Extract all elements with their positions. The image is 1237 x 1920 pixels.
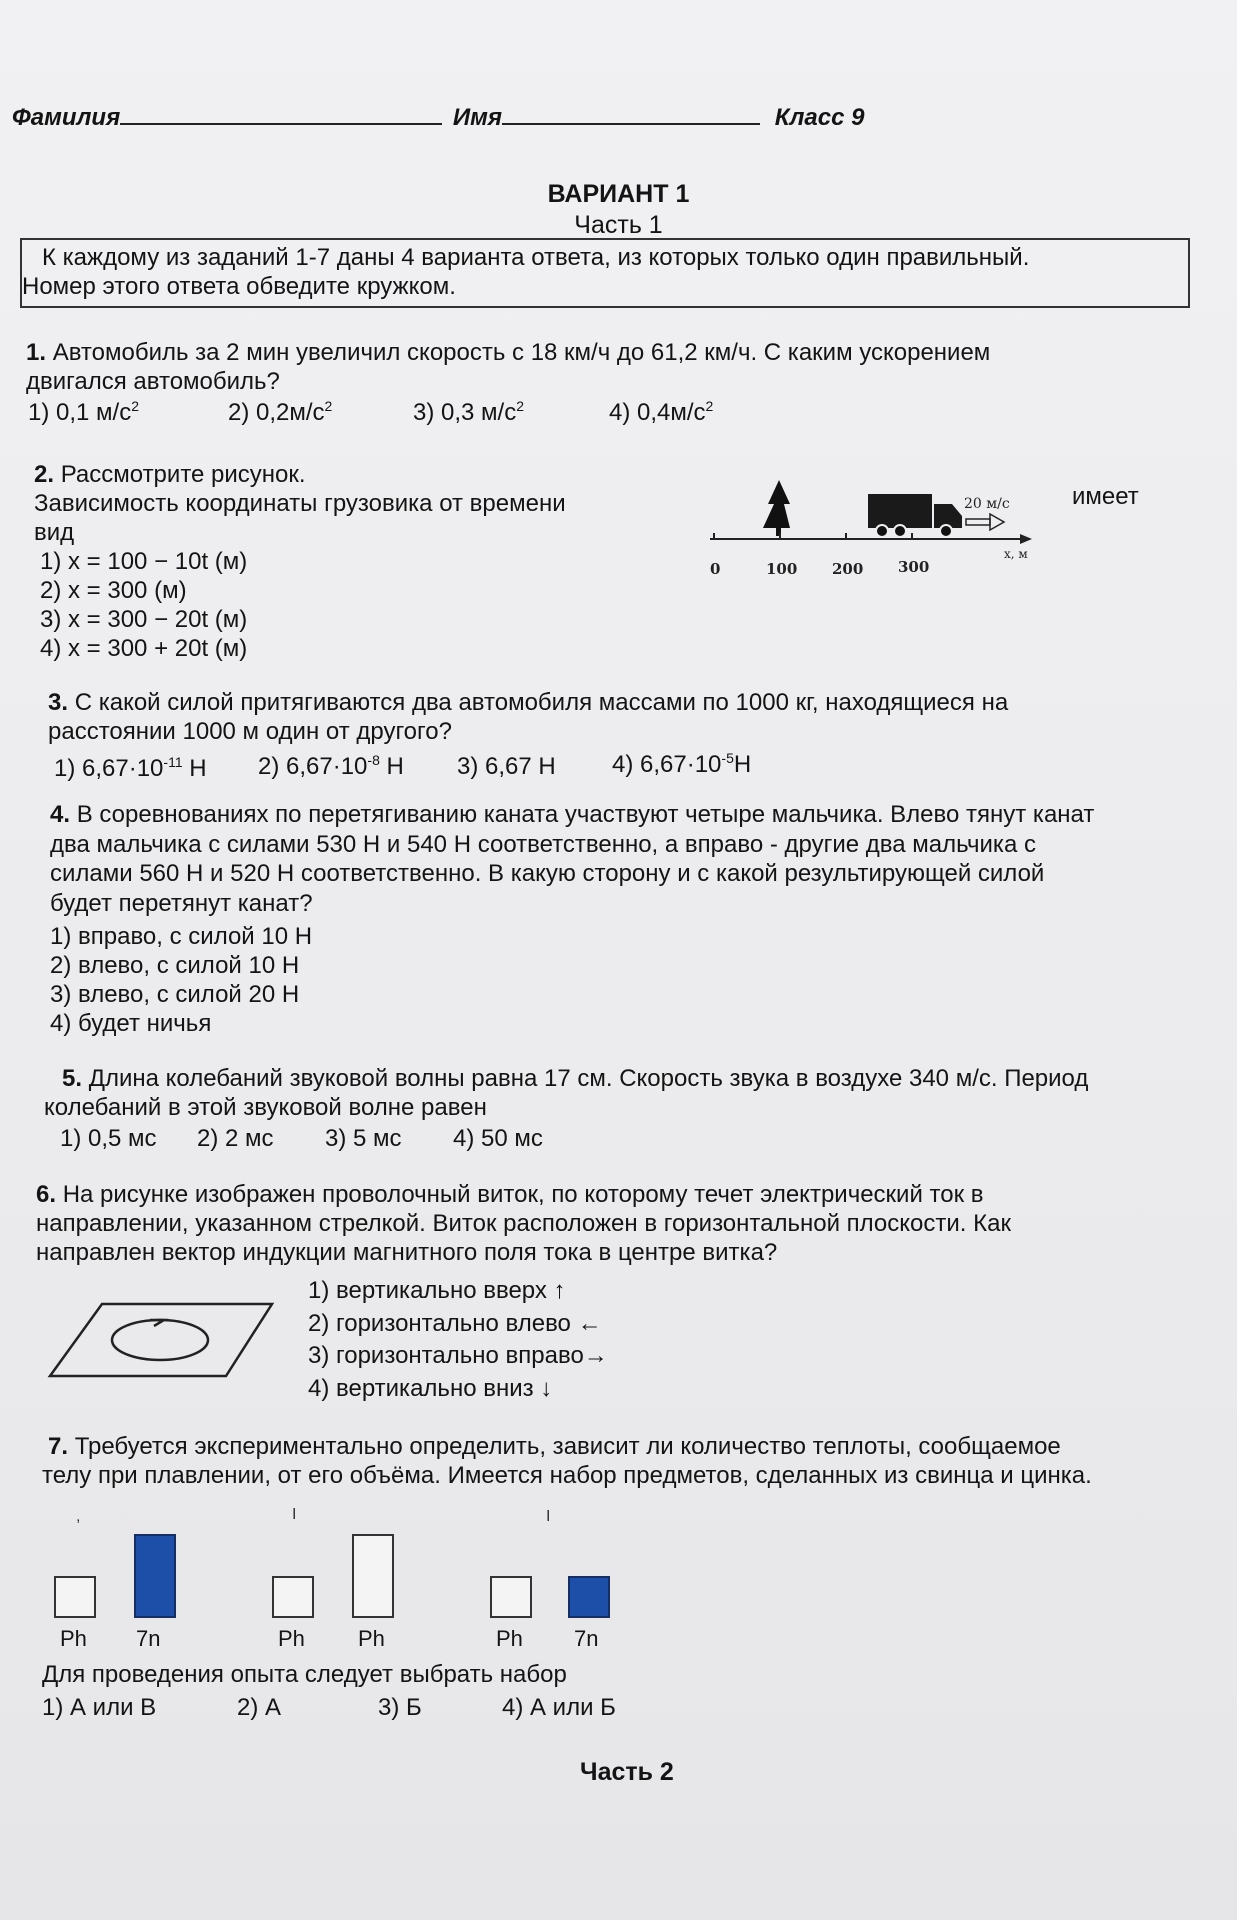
q7-number: 7.	[48, 1433, 69, 1460]
velocity-arrow	[966, 514, 1004, 530]
q2-option-2[interactable]: 2) x = 300 (м)	[40, 577, 187, 604]
q4-option-1[interactable]: 1) вправо, с силой 10 Н	[50, 923, 313, 950]
q5-option-1[interactable]: 1) 0,5 мс	[60, 1125, 157, 1152]
q1-line1: Автомобиль за 2 мин увеличил скорость с 18 км/ч до 61,2 км/ч. С каким ускорением	[52, 339, 991, 366]
q5-line2: колебаний в этой звуковой волне равен	[44, 1094, 487, 1121]
wire-loop	[112, 1320, 208, 1360]
label-lead-v: Ph	[496, 1626, 523, 1651]
q6-line3: направлен вектор индукции магнитного поля тока в центре витка?	[36, 1239, 778, 1266]
set-b-marker: I	[292, 1506, 297, 1523]
q4-line4: будет перетянут канат?	[50, 889, 313, 917]
instruction-line2: Номер этого ответа обведите кружком.	[22, 273, 456, 300]
q1-option-2[interactable]: 2) $0,2м/с^2$	[228, 398, 333, 426]
question-3	[48, 688, 1008, 746]
lead-cube-small-b	[272, 1576, 314, 1618]
q2-option-1[interactable]: 1) x = 100 − 10t (м)	[40, 548, 248, 575]
q1-line2: двигался автомобиль?	[26, 368, 280, 395]
surname-label: Фамилия	[12, 104, 121, 131]
q6-number: 6.	[36, 1181, 57, 1208]
q2-line2-end: имеет	[1072, 483, 1139, 510]
q7-option-4[interactable]: 4) А или Б	[502, 1694, 616, 1721]
set-a-marker: ,	[76, 1508, 81, 1525]
q6-option-1[interactable]: 1) вертикально вверх ↑	[308, 1277, 566, 1304]
q7-line1: Требуется экспериментально определить, зависит ли количество теплоты, сообщаемое	[74, 1433, 1061, 1460]
q6-line1: На рисунке изображен проволочный виток, по которому течет электрический ток в	[62, 1181, 984, 1208]
q5-option-2[interactable]: 2) 2 мс	[197, 1125, 274, 1152]
question-5	[44, 1064, 1088, 1122]
question-6	[36, 1180, 1011, 1267]
q6-line2: направлении, указанном стрелкой. Виток расположен в горизонтальной плоскости. Как	[36, 1210, 1011, 1237]
tick-0: 0	[710, 560, 721, 578]
tree-icon	[763, 480, 790, 528]
q6-options	[308, 1275, 608, 1405]
q4-option-3[interactable]: 3) влево, с силой 20 Н	[50, 981, 300, 1008]
truck-figure	[700, 470, 1040, 590]
name-field-line	[502, 123, 760, 125]
q6-option-2[interactable]: 2) горизонтально влево ←	[308, 1309, 602, 1337]
instruction-line1: К каждому из заданий 1-7 даны 4 варианта ответа, из которых только один правильный.	[42, 244, 1030, 271]
q3-option-3[interactable]: 3) 6,67 Н	[457, 753, 556, 780]
class-label: Класс 9	[774, 104, 865, 131]
label-lead-b1: Ph	[278, 1626, 305, 1651]
q2-line2: Зависимость координаты грузовика от времени	[34, 490, 566, 517]
q5-line1: Длина колебаний звуковой волны равна 17 см. Скорость звука в воздухе 340 м/с. Период	[88, 1065, 1089, 1092]
q1-option-1[interactable]: 1) 0,1 $м/с^2$	[28, 398, 140, 426]
q7-option-1[interactable]: 1) А или В	[42, 1694, 157, 1721]
wire-loop-figure	[46, 1298, 286, 1382]
header-line	[12, 104, 864, 132]
q4-line2: два мальчика с силами 530 Н и 540 Н соответственно, а вправо - другие два мальчика с	[50, 830, 1036, 858]
current-arrow-icon	[150, 1320, 164, 1326]
label-zinc-a: 7n	[136, 1626, 161, 1651]
q7-line2: телу при плавлении, от его объёма. Имеется набор предметов, сделанных из свинца и цинка.	[42, 1462, 1092, 1489]
q4-option-4[interactable]: 4) будет ничья	[50, 1010, 212, 1037]
q4-options	[50, 922, 312, 1038]
tick-300: 300	[898, 558, 930, 576]
q6-option-4[interactable]: 4) вертикально вниз ↓	[308, 1374, 553, 1402]
q2-option-4[interactable]: 4) x = 300 + 20t (м)	[40, 635, 248, 662]
q2-line3: вид	[34, 519, 75, 546]
label-zinc-v: 7n	[574, 1626, 599, 1651]
q1-number: 1.	[26, 339, 47, 366]
lead-cube-small-a	[54, 1576, 96, 1618]
speed-label: 20 м/с	[964, 496, 1010, 512]
q3-option-4[interactable]: 4) $6,67\cdot 10^{-5}Н$	[612, 750, 752, 778]
q5-option-3[interactable]: 3) 5 мс	[325, 1125, 402, 1152]
q2-option-3[interactable]: 3) x = 300 − 20t (м)	[40, 606, 248, 633]
q4-number: 4.	[50, 801, 71, 828]
zinc-cube-v	[568, 1576, 610, 1618]
zinc-bar-a	[134, 1534, 176, 1618]
q2-number: 2.	[34, 461, 55, 488]
q1-option-4[interactable]: 4) $0,4м/с^2$	[609, 398, 714, 426]
question-4	[50, 800, 1094, 918]
part-title: Часть 1	[574, 211, 663, 239]
q7-option-3[interactable]: 3) Б	[378, 1694, 422, 1721]
question-7	[42, 1432, 1092, 1490]
q7-option-2[interactable]: 2) А	[237, 1694, 282, 1721]
q5-option-4[interactable]: 4) 50 мс	[453, 1125, 543, 1152]
q4-line1: В соревнованиях по перетягиванию каната участвуют четыре мальчика. Влево тянут канат	[76, 801, 1095, 828]
label-lead-b2: Ph	[358, 1626, 385, 1651]
q3-line1: С какой силой притягиваются два автомобиля массами по 1000 кг, находящиеся на	[74, 689, 1009, 716]
question-2	[34, 460, 566, 663]
variant-title: ВАРИАНТ 1	[547, 180, 690, 208]
q4-option-2[interactable]: 2) влево, с силой 10 Н	[50, 952, 300, 979]
q4-line3: силами 560 Н и 520 Н соответственно. В какую сторону и с какой результирующей силой	[50, 860, 1045, 887]
name-label: Имя	[452, 104, 503, 131]
q1-option-3[interactable]: 3) 0,3 $м/с^2$	[413, 398, 525, 426]
lead-bar-b	[352, 1534, 394, 1618]
truck-icon	[868, 494, 962, 537]
q7-line3: Для проведения опыта следует выбрать набор	[42, 1661, 567, 1688]
part-2-title: Часть 2	[580, 1758, 674, 1786]
horizontal-plane	[50, 1304, 272, 1376]
label-lead-a: Ph	[60, 1626, 87, 1651]
q6-option-3[interactable]: 3) горизонтально вправо→	[308, 1342, 608, 1369]
axis-label: x, м	[1004, 547, 1028, 561]
q3-option-1[interactable]: 1) $6,67\cdot 10^{-11}$ Н	[54, 754, 207, 782]
set-v-marker: I	[546, 1508, 551, 1525]
q3-line2: расстоянии 1000 м один от другого?	[48, 718, 452, 745]
tick-100: 100	[766, 560, 798, 578]
q2-line1: Рассмотрите рисунок.	[60, 461, 306, 488]
q3-option-2[interactable]: 2) $6,67\cdot 10^{-8}$ Н	[258, 752, 404, 780]
question-1	[26, 338, 990, 396]
surname-field-line	[120, 123, 442, 125]
instruction-box	[20, 238, 1190, 308]
q3-number: 3.	[48, 689, 69, 716]
q5-number: 5.	[62, 1065, 83, 1092]
lead-cube-small-v	[490, 1576, 532, 1618]
tick-200: 200	[832, 560, 864, 578]
